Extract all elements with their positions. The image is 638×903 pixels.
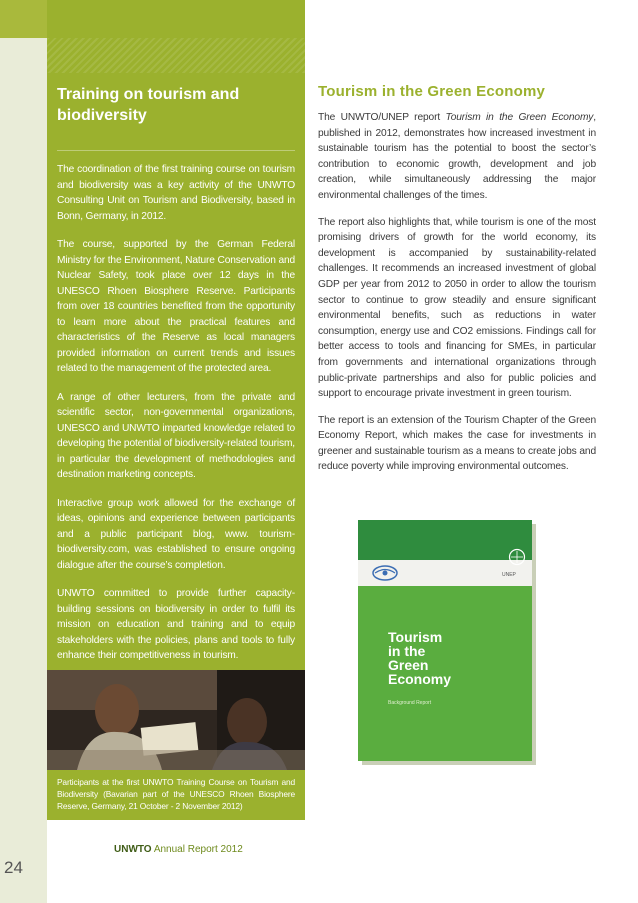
- cover-title-line: Green: [388, 657, 429, 673]
- main-paragraph: The report also highlights that, while tourism is one of the most promising drivers of growth for the world economy, its development is accompanied by sustainability-related challenges. It recommends an increased investment of global GDP per year from 2012 to 2050 in order to allow the tourism sector to continue to grow steadily and ensure significant environmental benefits, such as reductions in water consumption, energy use and CO2 emissions. Findings call for better access to tools and financing for SMEs, in particular from governments and international organizations through public-private partnerships and also for public policies and support to encourage private investment in green tourism.: [318, 216, 596, 400]
- sidebar-paragraph: UNWTO committed to provide further capacity-building sessions on biodiversity in order to fulfil its mission on education and training and to equip stakeholders with the policies, plans and tools to fully enhance their competitiveness in tourism.: [57, 588, 295, 661]
- sidebar-body: [57, 162, 295, 677]
- section-title: Tourism in the Green Economy: [318, 83, 546, 100]
- report-cover-image: [358, 520, 536, 765]
- sidebar-divider: [57, 150, 295, 151]
- margin-top-band: [0, 0, 47, 38]
- unwto-logo-icon: [370, 564, 400, 582]
- sidebar-paragraph: The coordination of the first training course on tourism and biodiversity was a key activity of the UNWTO Consulting Unit on Tourism and Biodiversity, based in Bonn, Germany, in 2012.: [57, 164, 295, 222]
- main-body: [318, 110, 596, 486]
- footer-brand-name: UNWTO: [114, 844, 152, 855]
- sidebar-title: Training on tourism and biodiversity: [57, 86, 240, 124]
- report-intro-text: The UNWTO/UNEP report: [318, 112, 446, 123]
- report-title-text: Tourism in the Green Economy: [445, 112, 594, 123]
- footer-brand: [114, 844, 243, 855]
- training-photo: [47, 670, 305, 770]
- sidebar-paragraph: The course, supported by the German Federal Ministry for the Environment, Nature Conservation and Nuclear Safety, took place over 12 days in the UNESCO Rhoen Biosphere Reserve. Participants from over 18 countries benefited from the opportunity to learn more about the practical features and characteristics of the Reserve as local managers provided information on current trends and issues related to the management of the protected area.: [57, 239, 295, 374]
- cover-title-line: Economy: [388, 671, 452, 687]
- sidebar-paragraph: Interactive group work allowed for the exchange of ideas, opinions and experience between participants and a public participant blog, www. tourism-biodiversity.com, was established to ensure ongoing dialogue after the course’s completion.: [57, 497, 295, 571]
- decorative-hatch: [47, 38, 305, 73]
- cover-title-line: Tourism: [388, 629, 443, 645]
- cover-title: [388, 630, 451, 686]
- left-margin-strip: [0, 0, 47, 903]
- cover-title-line: in the: [388, 643, 426, 659]
- sidebar-paragraph: A range of other lecturers, from the private and scientific sector, non-governmental organizations, UNESCO and UNWTO imparted knowledge related to developing the potential of biodiversity-related tourism, in particular the development of methodologies and destination marketing concepts.: [57, 391, 295, 480]
- cover-subtitle: Background Report: [388, 700, 432, 706]
- report-intro-rest: , published in 2012, demonstrates how increased investment in sustainable tourism has the potential to boost the sector’s contribution to economic growth, development and job creation, while simultaneously addressing the major environmental challenges of the times.: [318, 112, 596, 201]
- report-cover: [358, 520, 532, 761]
- unep-logo-icon: [508, 548, 526, 570]
- page-number: 24: [4, 858, 23, 877]
- main-paragraph: The report is an extension of the Tourism Chapter of the Green Economy Report, which makes the case for investments in greener and sustainable tourism as a means to create jobs and reduce poverty while improving environmental outcomes.: [318, 414, 596, 473]
- unep-label: UNEP: [502, 572, 516, 578]
- footer-report-label: Annual Report 2012: [151, 844, 243, 855]
- main-paragraph: [318, 110, 596, 204]
- photo-caption: Participants at the first UNWTO Training Course on Tourism and Biodiversity (Bavarian part of the UNESCO Rhoen Biosphere Reserve, Germany, 21 October - 2 November 2012): [57, 777, 295, 811]
- cover-top: [358, 520, 532, 560]
